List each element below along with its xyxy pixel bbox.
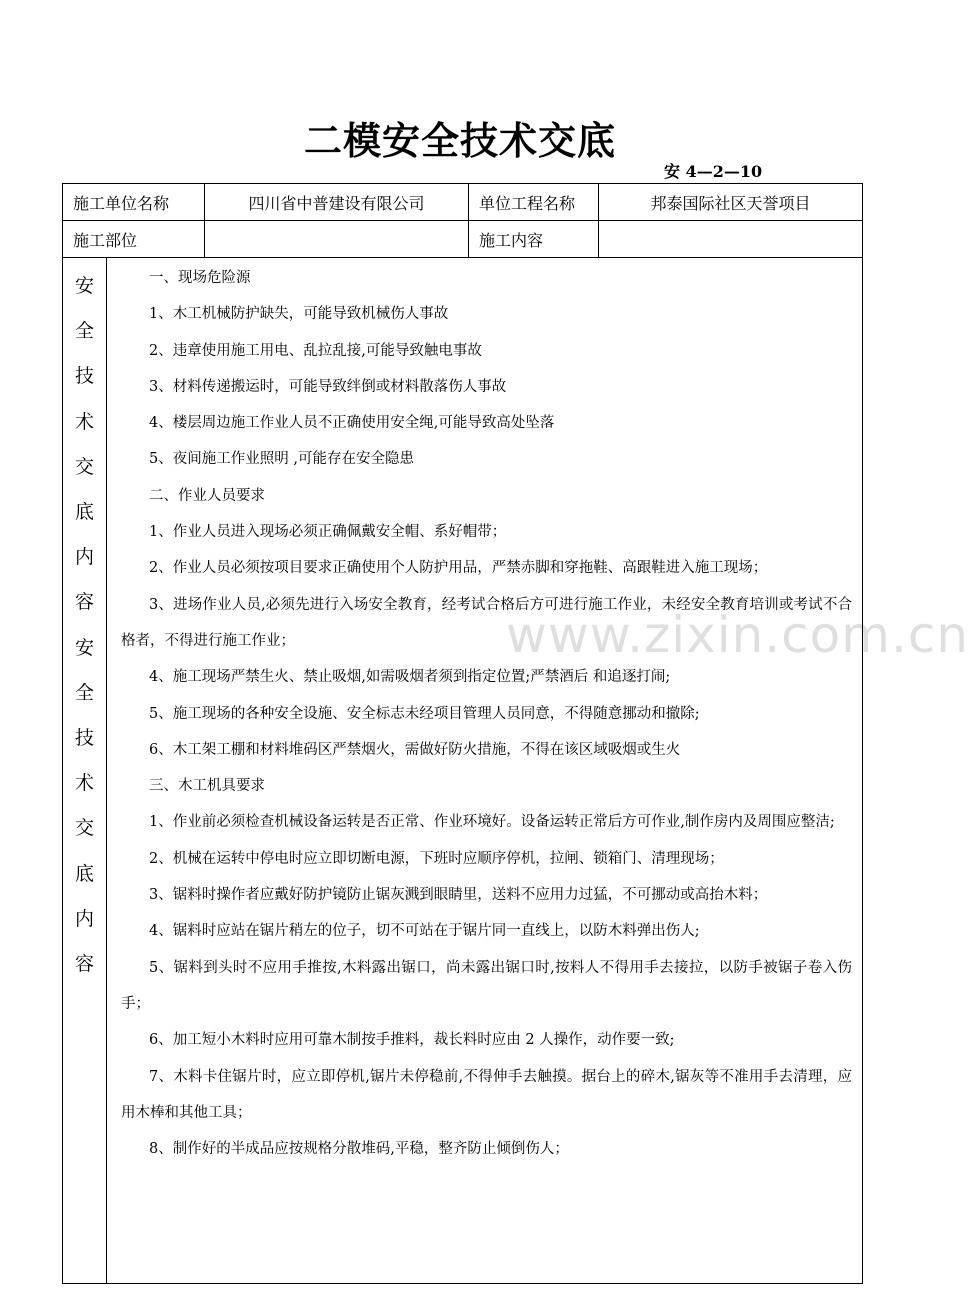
content-item: 3、材料传递搬运时，可能导致绊倒或材料散落伤人事故 [149, 378, 507, 395]
side-label-char: 内 [74, 546, 94, 569]
part-label: 施工部位 [63, 221, 205, 258]
section-heading: 三、木工机具要求 [149, 778, 265, 795]
content-label: 施工内容 [469, 221, 599, 258]
content-item: 2、违章使用施工用电、乱拉乱接,可能导致触电事故 [149, 342, 482, 359]
content-item: 4、楼层周边施工作业人员不正确使用安全绳,可能导致高处坠落 [149, 415, 555, 432]
side-label-char: 全 [74, 320, 94, 343]
side-label-char: 交 [74, 817, 94, 840]
content-item: 2、作业人员必须按项目要求正确使用个人防护用品，严禁赤脚和穿拖鞋、高跟鞋进入施工现场； [149, 560, 768, 577]
content-item: 7、木料卡住锯片时，应立即停机,锯片未停稳前,不得伸手去触摸。据台上的碎木,锯灰等不准用手去清理，应用木棒和其他工具； [121, 1068, 853, 1121]
body-row [63, 258, 863, 1284]
side-label-char: 安 [74, 275, 94, 297]
side-label-char: 安 [74, 636, 94, 659]
document-title: 二模安全技术交底 [303, 118, 616, 163]
content-item: 6、加工短小木料时应用可靠木制按手推料，裁长料时应由 2 人操作，动作要一致; [149, 1032, 675, 1049]
document-number: 安 4—2—10 [664, 162, 763, 181]
content-item: 1、作业人员进入现场必须正确佩戴安全帽、系好帽带； [149, 524, 507, 541]
project-label: 单位工程名称 [469, 184, 599, 221]
side-label-char: 内 [74, 907, 94, 930]
side-label-char: 技 [74, 365, 94, 388]
section-heading: 一、现场危险源 [149, 270, 251, 286]
side-label-char: 术 [74, 410, 94, 433]
content-item: 5、夜间施工作业照明 ,可能存在安全隐患 [149, 451, 414, 468]
side-label-char: 容 [74, 591, 94, 614]
disclosure-content [107, 258, 863, 1284]
side-label-char: 容 [74, 953, 94, 976]
header-row-part [63, 221, 863, 258]
side-label-char: 术 [74, 772, 94, 795]
unit-label: 施工单位名称 [63, 184, 205, 221]
content-item: 1、作业前必须检查机械设备运转是否正常、作业环境好。设备运转正常后方可作业,制作房内及周围应整洁; [149, 814, 835, 831]
content-item: 4、锯料时应站在锯片稍左的位子，切不可站在于锯片同一直线上，以防木料弹出伤人; [149, 923, 700, 940]
side-label-char: 底 [74, 862, 94, 885]
side-label-char: 技 [74, 727, 94, 750]
side-label-char: 底 [74, 501, 94, 524]
content-item: 3、锯料时操作者应戴好防护镜防止锯灰溅到眼睛里，送料不应用力过猛，不可挪动或高抬木料； [149, 887, 768, 904]
unit-value: 四川省中普建设有限公司 [205, 184, 469, 221]
content-value [599, 221, 863, 258]
project-value: 邦泰国际社区天誉项目 [599, 184, 863, 221]
side-label-char: 全 [74, 681, 94, 704]
content-item: 8、制作好的半成品应按规格分散堆码,平稳，整齐防止倾倒伤人； [149, 1141, 569, 1158]
content-item: 2、机械在运转中停电时应立即切断电源，下班时应顺序停机，拉闸、锁箱门、清理现场； [149, 850, 724, 867]
content-item: 1、木工机械防护缺失，可能导致机械伤人事故 [149, 306, 449, 323]
side-label-char: 交 [74, 455, 94, 478]
section-heading: 二、作业人员要求 [149, 487, 265, 504]
content-item: 4、施工现场严禁生火、禁止吸烟,如需吸烟者须到指定位置;严禁酒后 和追逐打闹; [149, 669, 671, 686]
content-item: 6、木工架工棚和材料堆码区严禁烟火，需做好防火措施，不得在该区域吸烟或生火 [149, 741, 681, 758]
content-item: 5、施工现场的各种安全设施、安全标志未经项目管理人员同意，不得随意挪动和撤除; [149, 705, 700, 722]
part-value [205, 221, 469, 258]
content-item: 5、锯料到头时不应用手推按,木料露出锯口，尚未露出锯口时,按料人不得用手去接拉，以防手被锯子卷入伤手； [121, 959, 853, 1012]
side-label [63, 258, 107, 1284]
header-row-unit [63, 184, 863, 221]
content-item: 3、进场作业人员,必须先进行入场安全教育，经考试合格后方可进行施工作业，未经安全教育培训或考试不合格者，不得进行施工作业； [121, 596, 853, 649]
disclosure-table [62, 183, 863, 1284]
watermark: www.zixin.com.cn [506, 606, 969, 664]
